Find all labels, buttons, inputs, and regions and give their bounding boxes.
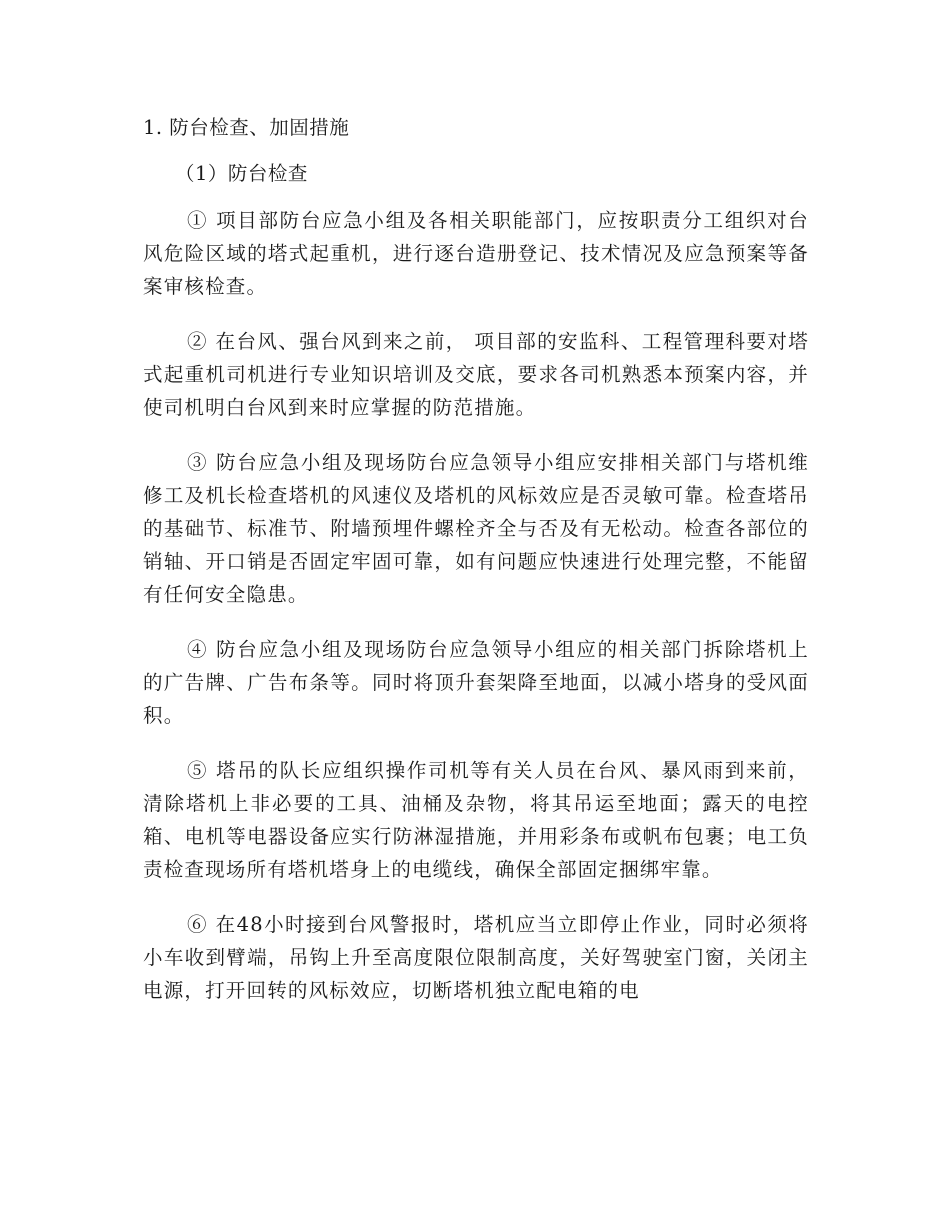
paragraph-6: ⑥ 在48小时接到台风警报时，塔机应当立即停止作业，同时必须将小车收到臂端，吊钩上升至高度限位限制高度，关好驾驶室门窗，关闭主电源，打开回转的风标效应，切断塔机独立配电箱的电 <box>143 913 809 1002</box>
paragraph-3: ③ 防台应急小组及现场防台应急领导小组应安排相关部门与塔机维修工及机长检查塔机的风速仪及塔机的风标效应是否灵敏可靠。检查塔吊的基础节、标准节、附墙预埋件螺栓齐全与否及有无松动。检查各部位的销轴、开口销是否固定牢固可靠，如有问题应快速进行处理完整，不能留有任何安全隐患。 <box>143 451 809 606</box>
document-page <box>143 112 809 1029</box>
paragraph-5: ⑤ 塔吊的队长应组织操作司机等有关人员在台风、暴风雨到来前，清除塔机上非必要的工具、油桶及杂物，将其吊运至地面；露天的电控箱、电机等电器设备应实行防淋湿措施，并用彩条布或帆布包裹；电工负责检查现场所有塔机塔身上的电缆线，确保全部固定捆绑牢靠。 <box>143 759 809 881</box>
paragraph-4: ④ 防台应急小组及现场防台应急领导小组应的相关部门拆除塔机上的广告牌、广告布条等。同时将顶升套架降至地面，以减小塔身的受风面积。 <box>143 638 809 727</box>
section-title: 1. 防台检查、加固措施 <box>143 116 350 139</box>
subsection-title: （1）防台检查 <box>175 162 308 185</box>
paragraph-2: ② 在台风、强台风到来之前， 项目部的安监科、工程管理科要对塔式起重机司机进行专业知识培训及交底，要求各司机熟悉本预案内容，并使司机明白台风到来时应掌握的防范措施。 <box>143 330 809 419</box>
paragraph-1: ① 项目部防台应急小组及各相关职能部门，应按职责分工组织对台风危险区域的塔式起重机，进行逐台造册登记、技术情况及应急预案等备案审核检查。 <box>143 209 809 298</box>
